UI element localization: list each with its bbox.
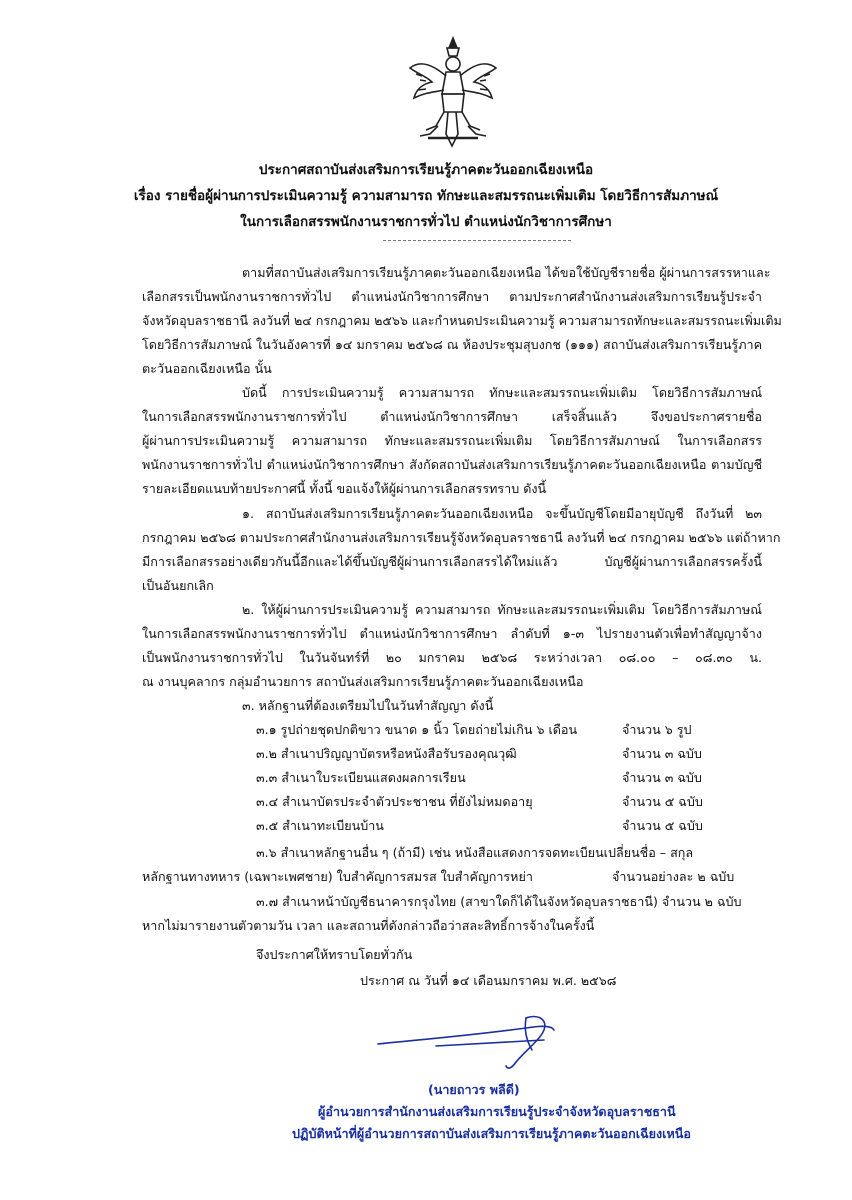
para2-line: บัดนี้ การประเมินความรู้ ความสามารถ ทักษะและสมรรถนะเพิ่มเติม โดยวิธีการสัมภาษณ์	[242, 385, 762, 400]
para2-line: ในการเลือกสรรพนักงานราชการทั่วไป ตำแหน่งนักวิชาการศึกษา เสร็จสิ้นแล้ว จึงขอประกาศรายชื่อ	[142, 409, 762, 424]
document-quantity: จำนวน ๕ ฉบับ	[622, 818, 703, 833]
item1-line: เป็นอันยกเลิก	[142, 578, 214, 593]
document-quantity: จำนวน ๓ ฉบับ	[622, 746, 702, 761]
document-quantity: จำนวน ๖ รูป	[622, 722, 692, 737]
para1-line: ตะวันออกเฉียงเหนือ นั้น	[142, 361, 272, 376]
document-label: ๓.๓ สำเนาใบระเบียนแสดงผลการเรียน	[256, 770, 466, 785]
warning-text: หากไม่มารายงานตัวตามวัน เวลา และสถานที่ดังกล่าวถือว่าสละสิทธิ์การจ้างในครั้งนี้	[142, 918, 595, 933]
document-label: ๓.๔ สำเนาบัตรประจำตัวประชาชน ที่ยังไม่หมดอายุ	[256, 794, 533, 809]
para1-line: โดยวิธีการสัมภาษณ์ ในวันอังคารที่ ๑๔ มกราคม ๒๕๖๘ ณ ห้องประชุมสุบงกช (๑๑๑) สถาบันส่งเสริมการเรียนรู้ภาค	[142, 337, 762, 352]
document-label: ๓.๑ รูปถ่ายชุดปกติขาว ขนาด ๑ นิ้ว โดยถ่ายไม่เกิน ๖ เดือน	[256, 722, 578, 737]
document-quantity: จำนวน ๓ ฉบับ	[622, 770, 702, 785]
garuda-emblem-icon	[408, 34, 498, 152]
header-line-3: ในการเลือกสรรพนักงานราชการทั่วไป ตำแหน่งนักวิชาการศึกษา	[240, 214, 612, 230]
document-label: ๓.๒ สำเนาปริญญาบัตรหรือหนังสือรับรองคุณวุฒิ	[256, 746, 517, 761]
document-quantity: จำนวน ๕ ฉบับ	[622, 794, 703, 809]
document-label: ๓.๕ สำเนาทะเบียนบ้าน	[256, 818, 384, 833]
item2-line: เป็นพนักงานราชการทั่วไป ในวันจันทร์ที่ ๒๐ มกราคม ๒๕๖๘ ระหว่างเวลา ๐๘.๐๐ – ๐๘.๓๐ น.	[142, 650, 762, 665]
document-7-line: ๓.๗ สำเนาหน้าบัญชีธนาคารกรุงไทย (สาขาใดก็ได้ในจังหวัดอุบลราชธานี) จำนวน ๒ ฉบับ	[256, 894, 742, 909]
signer-acting-title: ปฏิบัติหน้าที่ผู้อำนวยการสถาบันส่งเสริมการเรียนรู้ภาคตะวันออกเฉียงเหนือ	[292, 1126, 691, 1141]
para1-line: ตามที่สถาบันส่งเสริมการเรียนรู้ภาคตะวันออกเฉียงเหนือ ได้ขอใช้บัญชีรายชื่อ ผู้ผ่านการสรรหาและ	[242, 265, 771, 280]
item2-line: ๒. ให้ผู้ผ่านการประเมินความรู้ ความสามารถ ทักษะและสมรรถนะเพิ่มเติม โดยวิธีการสัมภาษณ์	[242, 602, 762, 617]
para2-line: พนักงานราชการทั่วไป ตำแหน่งนักวิชาการศึกษา สังกัดสถาบันส่งเสริมการเรียนรู้ภาคตะวันออกเฉียงเหนือ ตามบัญชี	[142, 457, 762, 472]
closing-text: จึงประกาศให้ทราบโดยทั่วกัน	[256, 947, 413, 962]
para2-line: รายละเอียดแนบท้ายประกาศนี้ ทั้งนี้ ขอแจ้งให้ผู้ผ่านการเลือกสรรทราบ ดังนี้	[142, 481, 547, 496]
announcement-date: ประกาศ ณ วันที่ ๑๔ เดือนมกราคม พ.ศ. ๒๕๖๘	[360, 973, 617, 988]
signer-name: (นายถาวร พลีดี)	[428, 1082, 520, 1097]
item3-title: ๓. หลักฐานที่ต้องเตรียมไปในวันทำสัญญา ดังนี้	[242, 698, 494, 713]
item2-line: ในการเลือกสรรพนักงานราชการทั่วไป ตำแหน่งนักวิชาการศึกษา ลำดับที่ ๑-๓ ไปรายงานตัวเพื่อทำสัญญาจ้าง	[142, 626, 762, 641]
header-subject: เรื่อง รายชื่อผู้ผ่านการประเมินความรู้ ความสามารถ ทักษะและสมรรถนะเพิ่มเติม โดยวิธีการสัมภาษณ์	[133, 188, 719, 204]
signature-icon	[376, 1010, 566, 1074]
document-6-line: หลักฐานทางทหาร (เฉพาะเพศชาย) ใบสำคัญการสมรส ใบสำคัญการหย่า	[142, 869, 533, 884]
item1-line: ๑. สถาบันส่งเสริมการเรียนรู้ภาคตะวันออกเฉียงเหนือ จะขึ้นบัญชีโดยมีอายุบัญชี ถึงวันที่ ๒๓	[242, 506, 762, 521]
item2-line: ณ งานบุคลากร กลุ่มอำนวยการ สถาบันส่งเสริมการเรียนรู้ภาคตะวันออกเฉียงเหนือ	[142, 674, 584, 689]
document-6-line: ๓.๖ สำเนาหลักฐานอื่น ๆ (ถ้ามี) เช่น หนังสือแสดงการจดทะเบียนเปลี่ยนชื่อ – สกุล	[256, 845, 694, 860]
item1-line: กรกฎาคม ๒๕๖๘ ตามประกาศสำนักงานส่งเสริมการเรียนรู้จังหวัดอุบลราชธานี ลงวันที่ ๒๔ กรกฎาคม ๒๕๖๖ แต่ถ้าหาก	[142, 530, 781, 545]
header-line-1: ประกาศสถาบันส่งเสริมการเรียนรู้ภาคตะวันออกเฉียงเหนือ	[258, 162, 594, 178]
para1-line: เลือกสรรเป็นพนักงานราชการทั่วไป ตำแหน่งนักวิชาการศึกษา ตามประกาศสำนักงานส่งเสริมการเรียนรู้ประจำ	[142, 289, 762, 304]
signer-title: ผู้อำนวยการสำนักงานส่งเสริมการเรียนรู้ประจำจังหวัดอุบลราชธานี	[318, 1104, 676, 1119]
para1-line: จังหวัดอุบลราชธานี ลงวันที่ ๒๔ กรกฎาคม ๒๕๖๖ และกำหนดประเมินความรู้ ความสามารถทักษะและสมรรถนะเพิ่มเติม	[142, 313, 782, 328]
document-6-quantity: จำนวนอย่างละ ๒ ฉบับ	[612, 869, 735, 884]
item1-line: มีการเลือกสรรอย่างเดียวกันนี้อีกและได้ขึ้นบัญชีผู้ผ่านการเลือกสรรได้ใหม่แล้ว บัญชีผู้ผ่านการเลือกสรรครั้งนี้	[142, 554, 762, 569]
header-divider	[383, 240, 571, 241]
para2-line: ผู้ผ่านการประเมินความรู้ ความสามารถ ทักษะและสมรรถนะเพิ่มเติม โดยวิธีการสัมภาษณ์ ในการเลือกสรร	[142, 433, 762, 448]
